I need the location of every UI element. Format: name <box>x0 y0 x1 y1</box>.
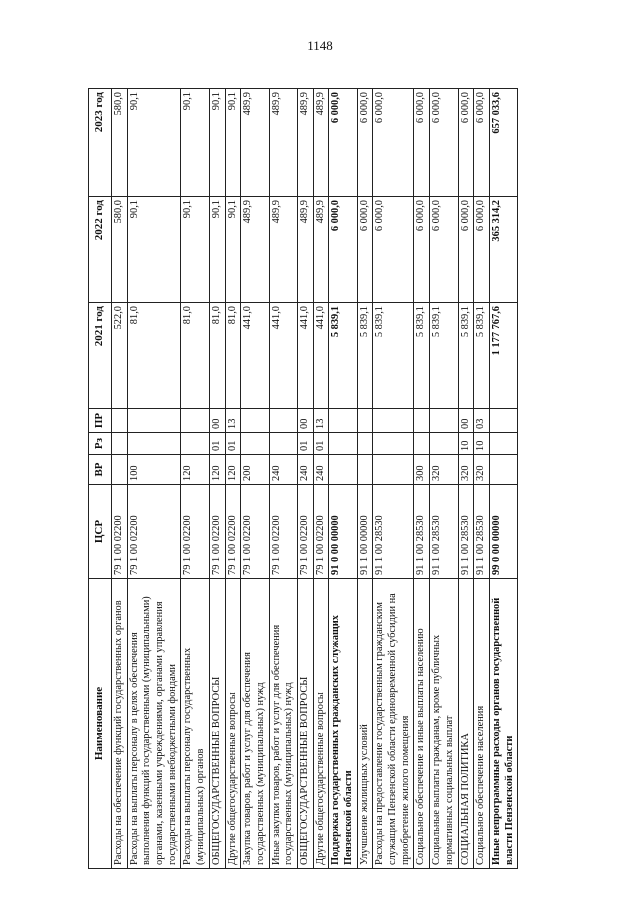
page-number: 1148 <box>307 38 333 53</box>
cell-vr: 240 <box>297 455 313 485</box>
cell-2021: 441,0 <box>241 303 269 409</box>
rotated-table-container <box>88 89 548 869</box>
cell-2021: 81,0 <box>127 303 181 409</box>
table-header-row <box>89 89 112 869</box>
cell-csr: 91 1 00 28530 <box>430 485 458 579</box>
cell-csr: 91 1 00 28530 <box>414 485 430 579</box>
cell-2021: 5 839,1 <box>430 303 458 409</box>
table-row <box>241 89 269 869</box>
cell-rz <box>241 433 269 455</box>
cell-csr: 91 1 00 28530 <box>373 485 414 579</box>
cell-2021: 441,0 <box>269 303 297 409</box>
cell-pr <box>373 409 414 433</box>
cell-2021: 81,0 <box>225 303 241 409</box>
cell-pr <box>357 409 373 433</box>
cell-vr: 120 <box>225 455 241 485</box>
cell-name: ОБЩЕГОСУДАРСТВЕННЫЕ ВОПРОСЫ <box>209 579 225 869</box>
cell-2023: 90,1 <box>209 89 225 197</box>
table-row <box>127 89 181 869</box>
header-name: Наименование <box>89 579 112 869</box>
cell-2023: 6 000,0 <box>329 89 357 197</box>
cell-vr <box>373 455 414 485</box>
cell-csr: 91 1 00 28530 <box>458 485 474 579</box>
cell-vr <box>357 455 373 485</box>
cell-name: Расходы на обеспечение функций государственных органов <box>112 579 128 869</box>
cell-2022: 90,1 <box>209 197 225 303</box>
cell-2022: 6 000,0 <box>329 197 357 303</box>
cell-vr: 320 <box>458 455 474 485</box>
cell-csr: 91 1 00 28530 <box>474 485 490 579</box>
cell-vr: 100 <box>127 455 181 485</box>
cell-2021: 5 839,1 <box>474 303 490 409</box>
cell-pr <box>112 409 128 433</box>
cell-pr <box>127 409 181 433</box>
cell-vr: 240 <box>269 455 297 485</box>
cell-pr <box>489 409 517 433</box>
header-2022: 2022 год <box>89 197 112 303</box>
cell-name: СОЦИАЛЬНАЯ ПОЛИТИКА <box>458 579 474 869</box>
header-vr: ВР <box>89 455 112 485</box>
cell-rz <box>357 433 373 455</box>
cell-vr: 320 <box>430 455 458 485</box>
cell-vr <box>329 455 357 485</box>
cell-vr <box>112 455 128 485</box>
cell-vr: 240 <box>313 455 329 485</box>
cell-2023: 6 000,0 <box>414 89 430 197</box>
cell-name: Закупка товаров, работ и услуг для обеспечения государственных (муниципальных) нужд <box>241 579 269 869</box>
table-row <box>297 89 313 869</box>
cell-2023: 6 000,0 <box>474 89 490 197</box>
cell-2021: 441,0 <box>313 303 329 409</box>
cell-csr: 79 1 00 02200 <box>297 485 313 579</box>
cell-2022: 489,9 <box>269 197 297 303</box>
cell-name: ОБЩЕГОСУДАРСТВЕННЫЕ ВОПРОСЫ <box>297 579 313 869</box>
cell-2022: 6 000,0 <box>414 197 430 303</box>
table-row <box>269 89 297 869</box>
cell-name: Социальное обеспечение населения <box>474 579 490 869</box>
table-row <box>373 89 414 869</box>
header-csr: ЦСР <box>89 485 112 579</box>
table-row <box>489 89 517 869</box>
cell-2022: 365 314,2 <box>489 197 517 303</box>
cell-rz <box>373 433 414 455</box>
cell-csr: 91 1 00 00000 <box>357 485 373 579</box>
cell-rz: 10 <box>458 433 474 455</box>
cell-2023: 489,9 <box>297 89 313 197</box>
cell-vr: 120 <box>181 455 209 485</box>
cell-2023: 580,0 <box>112 89 128 197</box>
cell-pr <box>430 409 458 433</box>
cell-2023: 90,1 <box>181 89 209 197</box>
cell-vr: 300 <box>414 455 430 485</box>
budget-table <box>88 88 518 869</box>
cell-name: Иные закупки товаров, работ и услуг для обеспечения государственных (муниципальных) нужд <box>269 579 297 869</box>
cell-2021: 5 839,1 <box>414 303 430 409</box>
cell-csr: 79 1 00 02200 <box>269 485 297 579</box>
cell-2023: 657 033,6 <box>489 89 517 197</box>
cell-name: Улучшение жилищных условий <box>357 579 373 869</box>
cell-csr: 79 1 00 02200 <box>241 485 269 579</box>
table-row <box>225 89 241 869</box>
table-row <box>329 89 357 869</box>
cell-name: Другие общегосударственные вопросы <box>313 579 329 869</box>
table-row <box>414 89 430 869</box>
header-2021: 2021 год <box>89 303 112 409</box>
cell-pr: 03 <box>474 409 490 433</box>
cell-name: Иные непрограммные расходы органов государственной власти Пензенской области <box>489 579 517 869</box>
cell-rz: 01 <box>225 433 241 455</box>
cell-pr: 13 <box>225 409 241 433</box>
cell-rz <box>181 433 209 455</box>
cell-rz <box>127 433 181 455</box>
cell-rz: 01 <box>209 433 225 455</box>
cell-rz <box>269 433 297 455</box>
cell-name: Расходы на выплаты персоналу в целях обеспечения выполнения функций государственными (муниципальными) органами, казенными учреждениями, органами управления государственными внебюджетными фондами <box>127 579 181 869</box>
cell-2023: 90,1 <box>225 89 241 197</box>
cell-name: Расходы на предоставление государственным гражданским служащим Пензенской области единовременной субсидии на приобретение жилого помещения <box>373 579 414 869</box>
table-row <box>357 89 373 869</box>
cell-2022: 489,9 <box>241 197 269 303</box>
cell-rz: 01 <box>313 433 329 455</box>
table-row <box>458 89 474 869</box>
cell-2021: 5 839,1 <box>458 303 474 409</box>
cell-2023: 489,9 <box>269 89 297 197</box>
cell-vr: 120 <box>209 455 225 485</box>
table-row <box>209 89 225 869</box>
cell-2023: 489,9 <box>241 89 269 197</box>
cell-pr <box>241 409 269 433</box>
cell-vr: 320 <box>474 455 490 485</box>
cell-2022: 489,9 <box>297 197 313 303</box>
table-row <box>112 89 128 869</box>
cell-name: Социальное обеспечение и иные выплаты населению <box>414 579 430 869</box>
cell-2022: 489,9 <box>313 197 329 303</box>
cell-2021: 441,0 <box>297 303 313 409</box>
cell-2021: 1 177 767,6 <box>489 303 517 409</box>
cell-csr: 79 1 00 02200 <box>313 485 329 579</box>
cell-csr: 79 1 00 02200 <box>127 485 181 579</box>
cell-rz <box>414 433 430 455</box>
cell-pr <box>329 409 357 433</box>
cell-2022: 6 000,0 <box>474 197 490 303</box>
table-row <box>313 89 329 869</box>
cell-2022: 6 000,0 <box>373 197 414 303</box>
cell-2021: 522,0 <box>112 303 128 409</box>
header-pr: ПР <box>89 409 112 433</box>
cell-pr: 13 <box>313 409 329 433</box>
cell-name: Поддержка государственных гражданских служащих Пензенской области <box>329 579 357 869</box>
cell-pr: 00 <box>458 409 474 433</box>
cell-vr: 200 <box>241 455 269 485</box>
cell-2022: 6 000,0 <box>430 197 458 303</box>
cell-rz: 01 <box>297 433 313 455</box>
cell-2022: 90,1 <box>181 197 209 303</box>
cell-2021: 5 839,1 <box>329 303 357 409</box>
cell-name: Другие общегосударственные вопросы <box>225 579 241 869</box>
cell-pr <box>414 409 430 433</box>
cell-2023: 6 000,0 <box>357 89 373 197</box>
table-row <box>430 89 458 869</box>
cell-2023: 6 000,0 <box>458 89 474 197</box>
cell-csr: 91 0 00 00000 <box>329 485 357 579</box>
cell-2021: 81,0 <box>181 303 209 409</box>
cell-2021: 5 839,1 <box>357 303 373 409</box>
cell-2022: 90,1 <box>225 197 241 303</box>
cell-rz: 10 <box>474 433 490 455</box>
cell-csr: 99 0 00 00000 <box>489 485 517 579</box>
cell-csr: 79 1 00 02200 <box>112 485 128 579</box>
cell-csr: 79 1 00 02200 <box>209 485 225 579</box>
cell-2023: 6 000,0 <box>373 89 414 197</box>
cell-rz <box>329 433 357 455</box>
cell-pr: 00 <box>297 409 313 433</box>
cell-2022: 6 000,0 <box>458 197 474 303</box>
cell-rz <box>112 433 128 455</box>
cell-2021: 81,0 <box>209 303 225 409</box>
table-row <box>474 89 490 869</box>
cell-2021: 5 839,1 <box>373 303 414 409</box>
cell-2022: 580,0 <box>112 197 128 303</box>
cell-pr <box>269 409 297 433</box>
cell-csr: 79 1 00 02200 <box>225 485 241 579</box>
cell-vr <box>489 455 517 485</box>
cell-name: Расходы на выплаты персоналу государственных (муниципальных) органов <box>181 579 209 869</box>
cell-rz <box>489 433 517 455</box>
cell-rz <box>430 433 458 455</box>
cell-2023: 90,1 <box>127 89 181 197</box>
header-2023: 2023 год <box>89 89 112 197</box>
cell-2023: 6 000,0 <box>430 89 458 197</box>
cell-csr: 79 1 00 02200 <box>181 485 209 579</box>
cell-pr <box>181 409 209 433</box>
table-row <box>181 89 209 869</box>
header-rz: Рз <box>89 433 112 455</box>
cell-pr: 00 <box>209 409 225 433</box>
cell-2022: 90,1 <box>127 197 181 303</box>
cell-2023: 489,9 <box>313 89 329 197</box>
cell-name: Социальные выплаты гражданам, кроме публичных нормативных социальных выплат <box>430 579 458 869</box>
cell-2022: 6 000,0 <box>357 197 373 303</box>
